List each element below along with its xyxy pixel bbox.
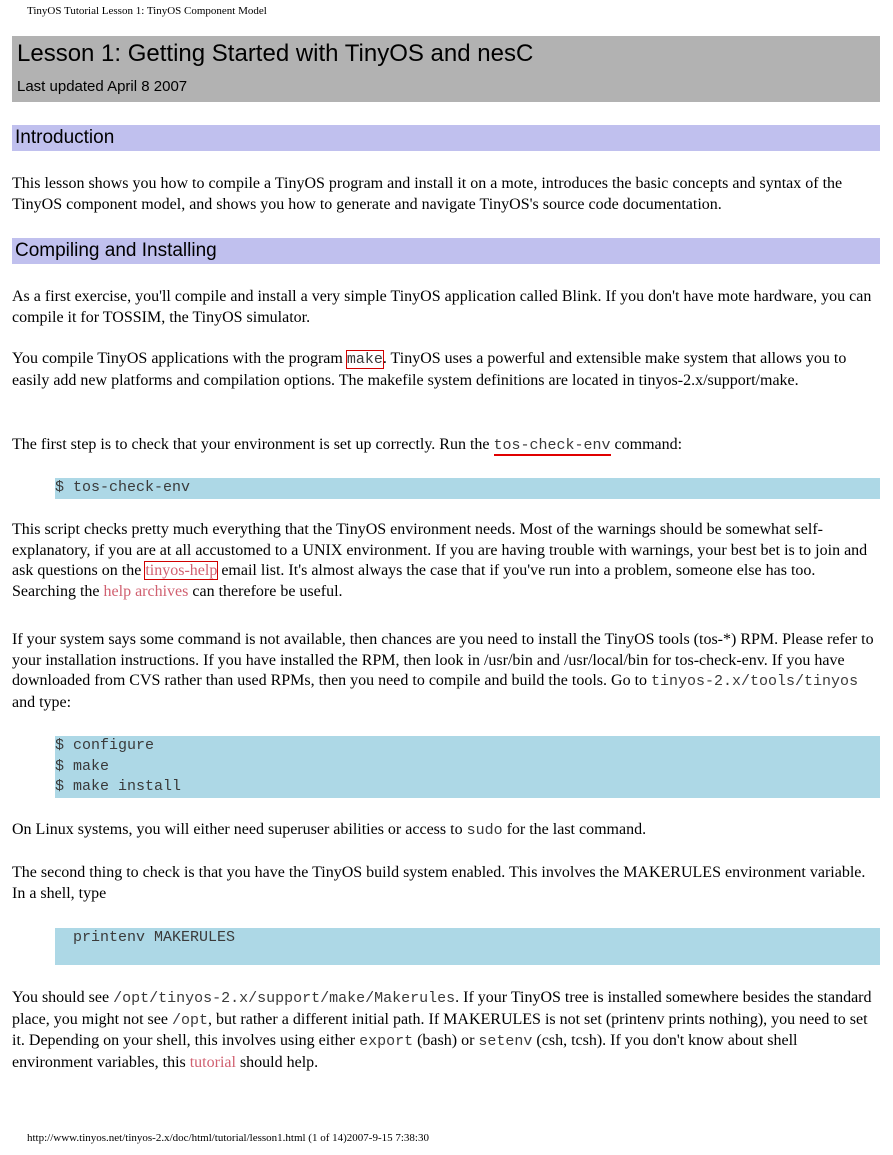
title-block [12,36,880,102]
code-line: $ make install [55,778,182,795]
make-code: make [346,351,383,368]
section-introduction: Introduction [12,125,880,151]
blink-paragraph: As a first exercise, you'll compile and install a very simple TinyOS application called Blink. If you don't have mote hardware, you can compile it for TOSSIM, the TinyOS simulator. [12,288,872,326]
code-block-printenv [55,928,880,965]
tools-path-code: tinyos-2.x/tools/tinyos [651,673,859,690]
code-line: $ make [55,757,110,775]
section-compiling: Compiling and Installing [12,238,880,264]
tos-check-env-code: tos-check-env [493,437,611,454]
code-block-check-env [55,478,880,499]
code-block-build-tools [55,736,880,798]
makerules-path-code: /opt/tinyos-2.x/support/make/Makerules [113,990,456,1007]
code-line: $ tos-check-env [55,479,191,496]
export-code: export [359,1033,414,1050]
env-var-paragraph: You should see /opt/tinyos-2.x/support/make/Makerules. If your TinyOS tree is installed somewhere besides the standard place, you might not see /opt, but rather a different initial path. If MAKERULES is not set (printenv prints nothing), you need to set it. Depending on your shell, this involves using either export (bash) or setenv (csh, tcsh). If you don't know about shell environment variables, this tutorial should help. [12,989,872,1071]
last-updated: Last updated April 8 2007 [17,78,188,95]
print-header: TinyOS Tutorial Lesson 1: TinyOS Component Model [27,5,267,17]
code-line: printenv MAKERULES [55,929,236,946]
tinyos-help-link[interactable]: tinyos-help [145,562,218,579]
code-line: $ configure [55,737,155,754]
tutorial-link[interactable]: tutorial [189,1053,236,1071]
print-footer: http://www.tinyos.net/tinyos-2.x/doc/html/tutorial/lesson1.html (1 of 14)2007-9-15 7:38:30 [27,1132,429,1144]
sudo-paragraph: On Linux systems, you will either need superuser abilities or access to sudo for the last command. [12,821,647,839]
make-paragraph: You compile TinyOS applications with the program make. TinyOS uses a powerful and extensible make system that allows you to easily add new platforms and compilation options. The makefile system definitions are located in tinyos-2.x/support/make. [12,350,847,389]
warnings-paragraph: This script checks pretty much everything that the TinyOS environment needs. Most of the warnings should be somewhat self-explanatory, if you are at all accustomed to a UNIX environment. If you are having trouble with warnings, your best bet is to join and ask questions on the tinyos-help email list. It's almost always the case that if you've run into a problem, someone else has too. Searching the help archives can therefore be useful. [12,521,868,600]
check-env-paragraph: The first step is to check that your environment is set up correctly. Run the tos-check-env command: [12,436,683,454]
intro-paragraph: This lesson shows you how to compile a TinyOS program and install it on a mote, introduces the basic concepts and syntax of the TinyOS component model, and shows you how to generate and navigate TinyOS's source code documentation. [12,175,843,213]
opt-code: /opt [171,1011,208,1029]
help-archives-link[interactable]: help archives [103,582,189,600]
tools-paragraph: If your system says some command is not available, then chances are you need to install the TinyOS tools (tos-*) RPM. Please refer to your installation instructions. If you have installed the RPM, then look in /usr/bin and /usr/local/bin for tos-check-env. If you have downloaded from CVS rather than used RPMs, then you need to compile and build the tools. Go to tinyos-2.x/tools/tinyos and type: [12,631,874,711]
setenv-code: setenv [478,1033,533,1050]
sudo-code: sudo [466,822,503,839]
page-title: Lesson 1: Getting Started with TinyOS and nesC [17,40,534,67]
makerules-paragraph: The second thing to check is that you have the TinyOS build system enabled. This involves the MAKERULES environment variable. In a shell, type [12,864,866,902]
